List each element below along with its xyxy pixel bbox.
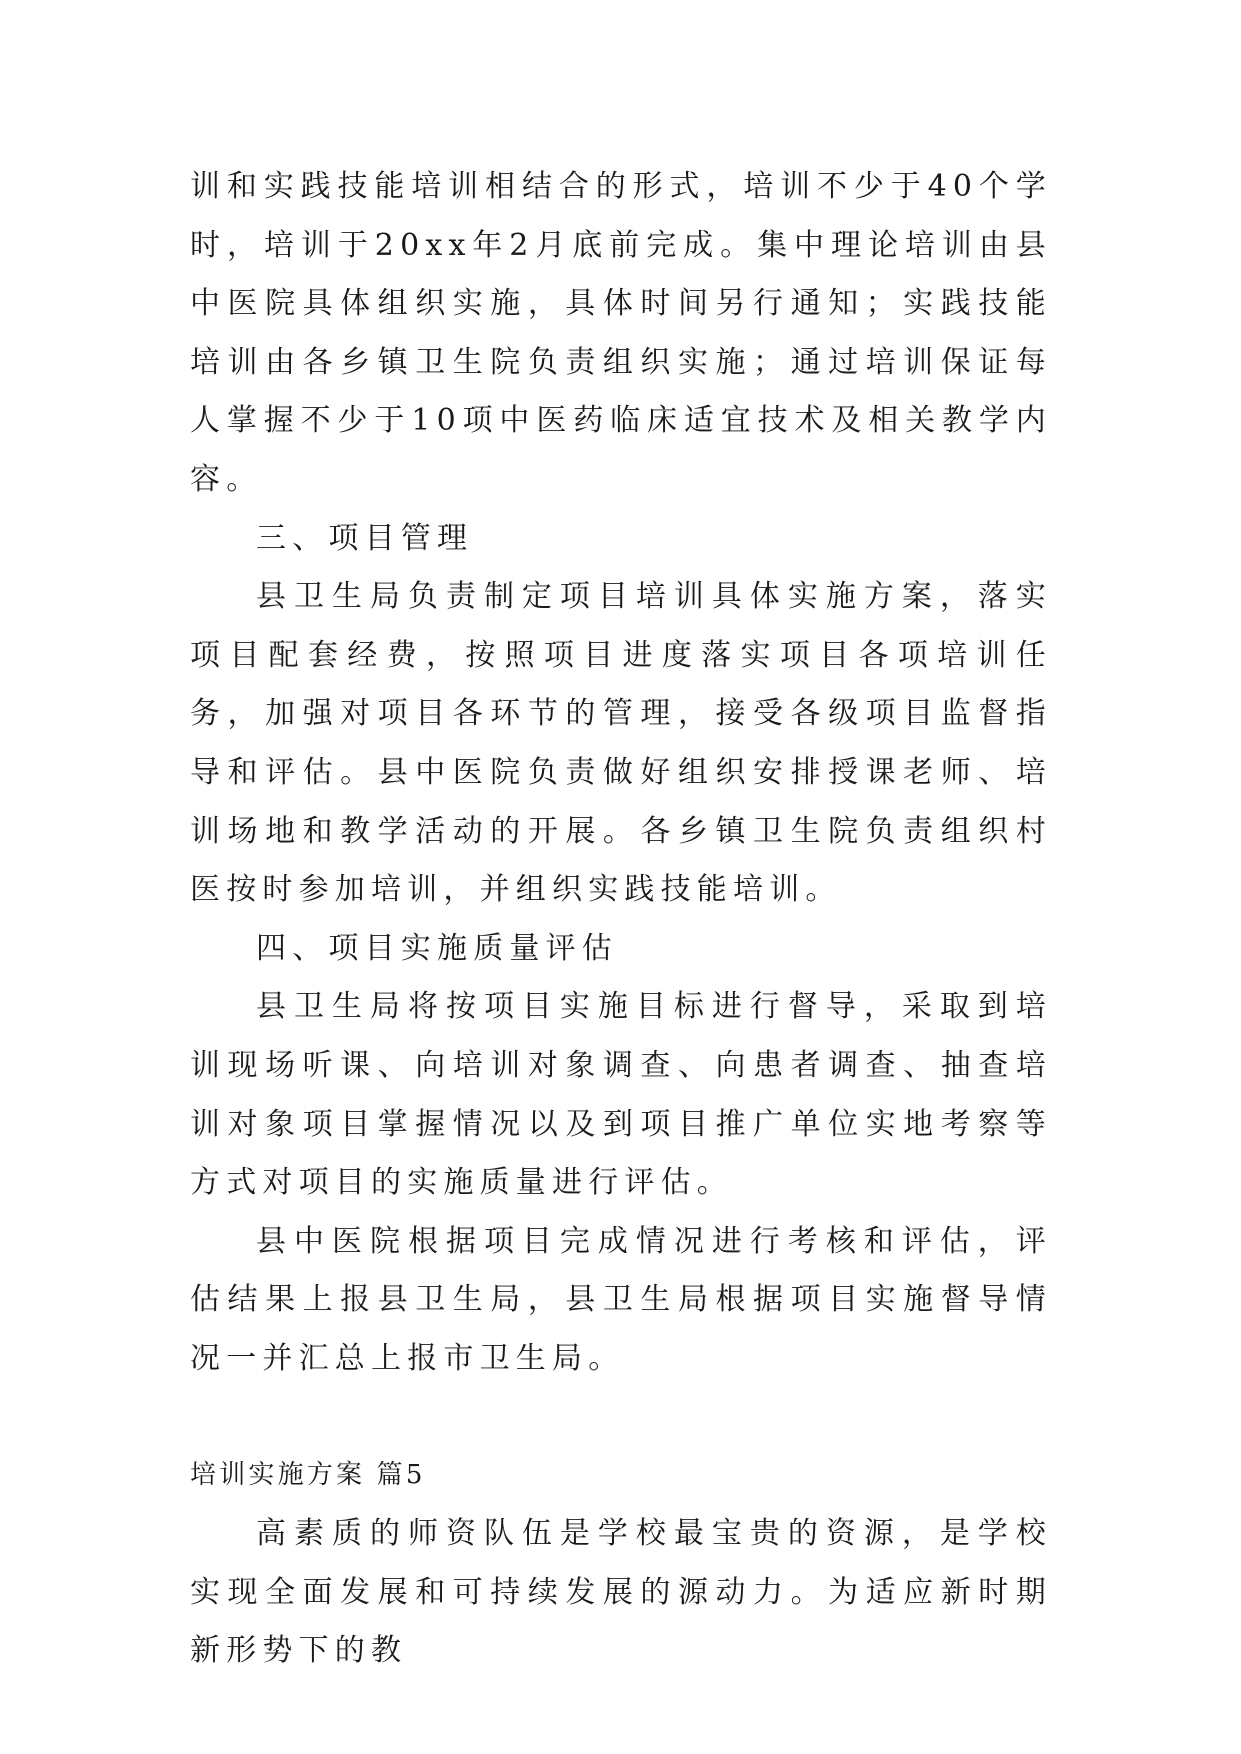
- paragraph-quality-report: 县中医院根据项目完成情况进行考核和评估，评估结果上报县卫生局，县卫生局根据项目实施督导情况一并汇总上报市卫生局。: [190, 1223, 1052, 1376]
- paragraph-teacher-team: 高素质的师资队伍是学校最宝贵的资源，是学校实现全面发展和可持续发展的源动力。为适应新时期新形势下的教: [190, 1516, 1052, 1669]
- heading-quality-evaluation: 四、项目实施质量评估: [256, 930, 618, 966]
- paragraph-training-form: 训和实践技能培训相结合的形式，培训不少于40个学时，培训于20xx年2月底前完成。集中理论培训由县中医院具体组织实施，具体时间另行通知；实践技能培训由各乡镇卫生院负责组织实施；通过培训保证每人掌握不少于10项中医药临床适宜技术及相关教学内容。: [190, 169, 1052, 497]
- section-title-plan-5: 培训实施方案 篇5: [190, 1460, 426, 1491]
- paragraph-quality-supervision: 县卫生局将按项目实施目标进行督导，采取到培训现场听课、向培训对象调查、向患者调查、抽查培训对象项目掌握情况以及到项目推广单位实地考察等方式对项目的实施质量进行评估。: [190, 989, 1052, 1201]
- paragraph-project-management: 县卫生局负责制定项目培训具体实施方案，落实项目配套经费，按照项目进度落实项目各项培训任务，加强对项目各环节的管理，接受各级项目监督指导和评估。县中医院负责做好组织安排授课老师、培训场地和教学活动的开展。各乡镇卫生院负责组织村医按时参加培训，并组织实践技能培训。: [190, 579, 1052, 908]
- section-gap: [190, 1388, 1052, 1446]
- heading-project-management: 三、项目管理: [256, 520, 474, 556]
- document-body: [190, 158, 1052, 1681]
